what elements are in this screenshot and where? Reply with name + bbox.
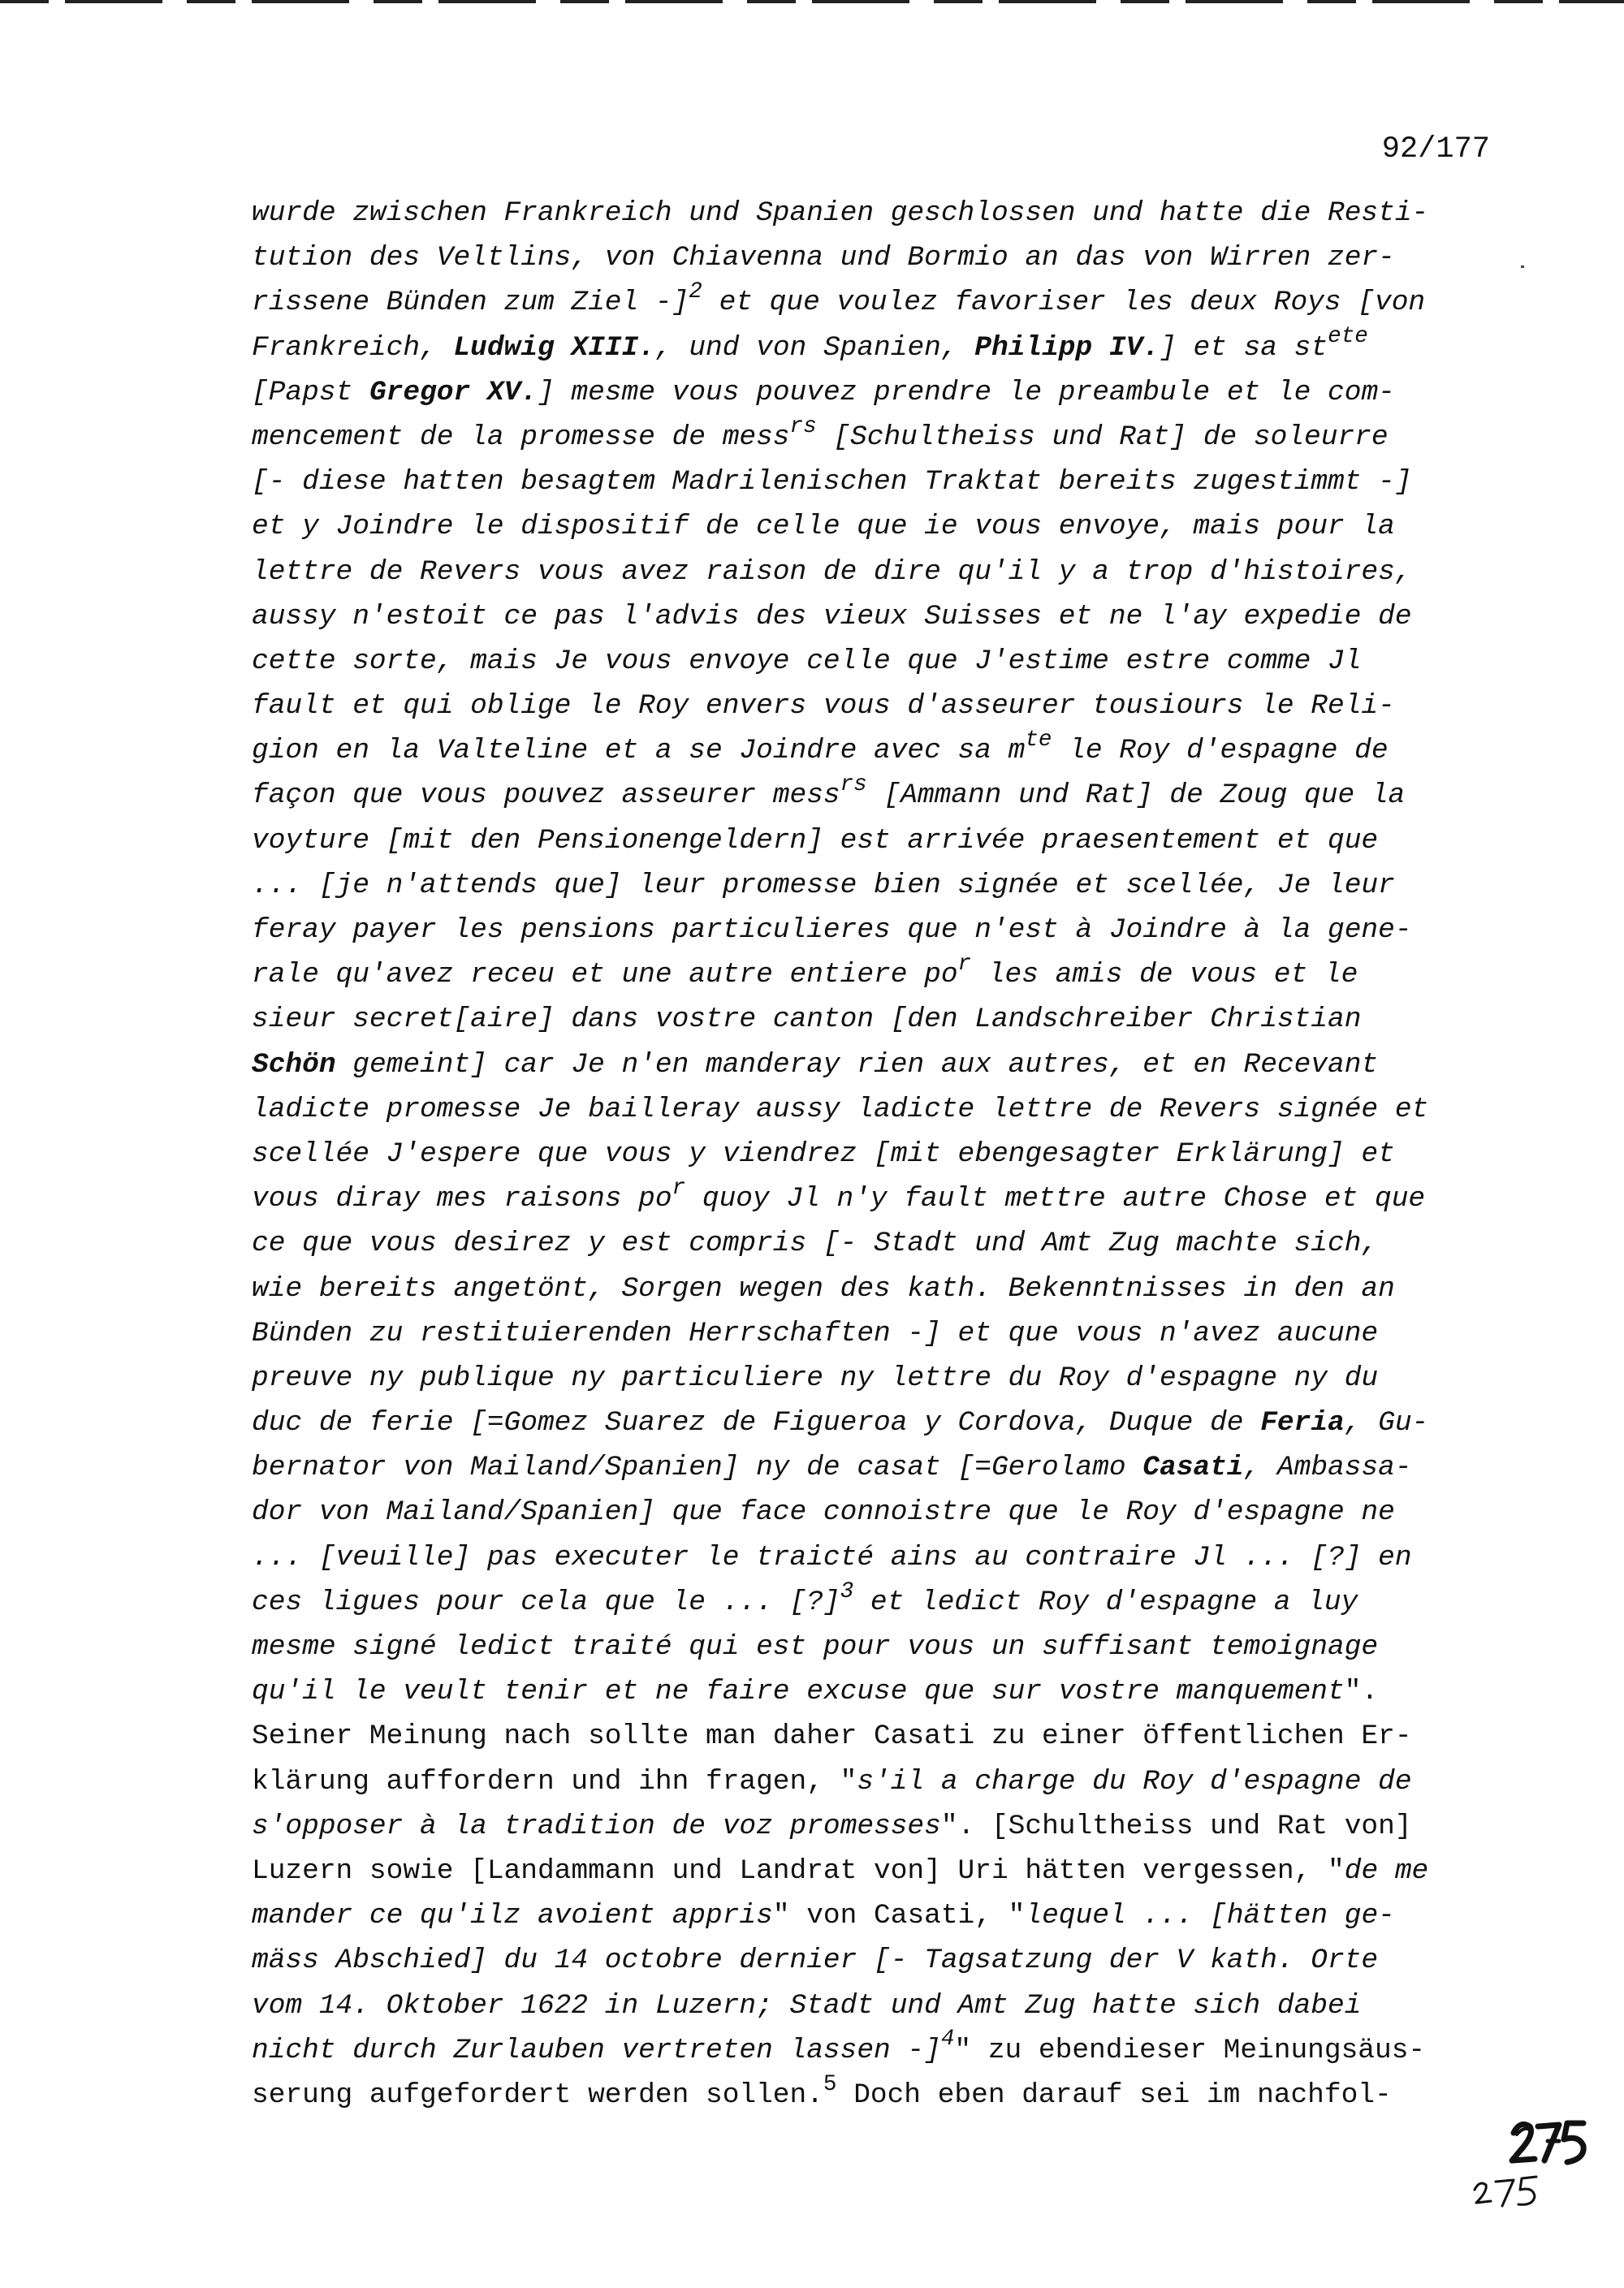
text-line	[252, 773, 1502, 818]
scan-speck	[1521, 265, 1524, 268]
text-segment: cette sorte, mais Je vous envoye celle que J'estime estre comme Jl	[252, 645, 1362, 677]
text-segment: ... [veuille] pas executer le traicté ains au contraire Jl ... [?] en	[252, 1541, 1412, 1574]
text-segment: de me	[1344, 1854, 1429, 1887]
footnote-marker: 3	[840, 1578, 854, 1604]
text-segment: gemeint] car Je n'en manderay rien aux autres, et en Recevant	[335, 1048, 1379, 1081]
text-segment: , Ambassa-	[1243, 1452, 1412, 1484]
text-segment: quoy Jl n'y fault mettre autre Chose et que	[685, 1183, 1426, 1215]
text-line	[252, 235, 1502, 280]
text-segment: et que voulez favoriser les deux Roys [von	[702, 287, 1426, 319]
text-segment: scellée J'espere que vous y viendrez [mit ebengesagter Erklärung] et	[252, 1138, 1395, 1170]
text-segment: qu'il le veult tenir et ne faire excuse que sur vostre manquement	[252, 1676, 1345, 1708]
text-segment: Philipp IV.	[974, 331, 1160, 364]
text-line	[252, 550, 1502, 594]
text-line	[252, 1401, 1502, 1445]
scan-top-edge	[0, 0, 1624, 3]
text-segment: preuve ny publique ny particuliere ny lettre du Roy d'espagne ny du	[252, 1362, 1379, 1394]
text-segment: Bünden zu restituierenden Herrschaften -] et que vous n'avez aucune	[252, 1317, 1379, 1349]
text-segment: et ledict Roy d'espagne a luy	[853, 1586, 1358, 1618]
text-segment: wie bereits angetönt, Sorgen wegen des kath. Bekenntnisses in den an	[252, 1272, 1395, 1305]
text-segment: sieur secret[aire] dans vostre canton [den Landschreiber Christian	[252, 1004, 1362, 1036]
footnote-marker: 2	[689, 279, 702, 305]
text-segment: Luzern sowie [Landammann und Landrat von] Uri hätten vergessen, "	[252, 1854, 1345, 1887]
text-line	[252, 1759, 1502, 1804]
text-segment: , und von Spanien,	[654, 331, 975, 364]
text-line	[252, 415, 1502, 460]
text-line	[252, 908, 1502, 952]
text-segment: [- diese hatten besagtem Madrilenischen Traktat bereits zugestimmt -]	[252, 466, 1412, 499]
footnote-marker: ete	[1328, 324, 1368, 350]
text-segment: [Papst	[252, 376, 369, 408]
text-segment: Casati	[1142, 1452, 1244, 1484]
text-segment: ".	[1344, 1676, 1379, 1708]
text-segment: le Roy d'espagne de	[1052, 735, 1389, 767]
text-line	[252, 1356, 1502, 1401]
text-line	[252, 684, 1502, 728]
text-line	[252, 1490, 1502, 1535]
text-line	[252, 326, 1502, 370]
text-line	[252, 1804, 1502, 1849]
text-segment: dor von Mailand/Spanien] que face connoistre que le Roy d'espagne ne	[252, 1496, 1395, 1529]
page-number: 92/177	[1381, 132, 1490, 166]
text-segment: nicht durch Zurlauben vertreten lassen -]	[252, 2034, 941, 2066]
text-line	[252, 1893, 1502, 1938]
text-segment: " von Casati, "	[772, 1900, 1026, 1932]
text-segment: mencement de la promesse de mess	[252, 421, 790, 453]
text-segment: feray payer les pensions particulieres que n'est à Joindre à la gene-	[252, 914, 1412, 946]
text-segment: lettre de Revers vous avez raison de dire qu'il y a trop d'histoires,	[252, 555, 1412, 588]
footnote-marker: rs	[789, 413, 817, 439]
text-segment: Feria	[1260, 1407, 1345, 1440]
text-line	[252, 1445, 1502, 1490]
text-line	[252, 280, 1502, 325]
text-line	[252, 1984, 1502, 2028]
text-line	[252, 2028, 1502, 2073]
text-line	[252, 1625, 1502, 1669]
text-segment: ce que vous desirez y est compris [- Stadt und Amt Zug machte sich,	[252, 1228, 1379, 1260]
text-segment: ] mesme vous pouvez prendre le preambule et le com-	[537, 376, 1395, 408]
text-segment: s'il a charge du Roy d'espagne de	[857, 1765, 1412, 1798]
text-line	[252, 728, 1502, 773]
text-line	[252, 1267, 1502, 1311]
footnote-marker: 5	[823, 2071, 837, 2097]
text-line	[252, 1938, 1502, 1983]
text-segment: tution des Veltlins, von Chiavenna und Bormio an das von Wirren zer-	[252, 242, 1395, 274]
footnote-marker: r	[672, 1175, 686, 1201]
text-segment: ... [je n'attends que] leur promesse bien signée et scellée, Je leur	[252, 869, 1395, 901]
text-segment: mesme signé ledict traité qui est pour vous un suffisant temoignage	[252, 1631, 1379, 1663]
text-line	[252, 460, 1502, 504]
text-segment: mäss Abschied] du 14 octobre dernier [- Tagsatzung der V kath. Orte	[252, 1945, 1379, 1977]
text-line	[252, 2073, 1502, 2117]
body-text	[252, 191, 1502, 2117]
text-segment: Schön	[252, 1048, 336, 1081]
text-line	[252, 1311, 1502, 1356]
text-segment: wurde zwischen Frankreich und Spanien geschlossen und hatte die Resti-	[252, 197, 1429, 229]
text-segment: voyture [mit den Pensionengeldern] est arrivée praesentement et que	[252, 824, 1379, 857]
text-line	[252, 594, 1502, 639]
text-line	[252, 504, 1502, 549]
text-segment: bernator von Mailand/Spanien] ny de casat [=Gerolamo	[252, 1452, 1143, 1484]
text-segment: fault et qui oblige le Roy envers vous d'asseurer tousiours le Reli-	[252, 690, 1395, 723]
text-segment: vom 14. Oktober 1622 in Luzern; Stadt und Amt Zug hatte sich dabei	[252, 1989, 1362, 2022]
text-line	[252, 863, 1502, 908]
text-line	[252, 1535, 1502, 1580]
text-line	[252, 1669, 1502, 1714]
text-line	[252, 1043, 1502, 1087]
footnote-marker: r	[957, 951, 972, 977]
text-segment: gion en la Valteline et a se Joindre avec sa m	[252, 735, 1026, 767]
text-segment: rissene Bünden zum Ziel -]	[252, 287, 689, 319]
footnote-marker: rs	[840, 772, 867, 798]
text-segment: Ludwig XIII.	[453, 331, 655, 364]
text-segment: aussy n'estoit ce pas l'advis des vieux Suisses et ne l'ay expedie de	[252, 600, 1412, 632]
text-segment: duc de ferie [=Gomez Suarez de Figueroa y Cordova, Duque de	[252, 1407, 1261, 1440]
text-line	[252, 818, 1502, 863]
text-segment: façon que vous pouvez asseurer mess	[252, 779, 840, 812]
text-segment: [Schultheiss und Rat] de soleurre	[816, 421, 1389, 453]
text-segment: klärung auffordern und ihn fragen, "	[252, 1765, 857, 1798]
text-line	[252, 952, 1502, 997]
text-segment: les amis de vous et le	[971, 959, 1358, 991]
text-line	[252, 1132, 1502, 1176]
text-segment: rale qu'avez receu et une autre entiere po	[252, 959, 958, 991]
text-segment: Seiner Meinung nach sollte man daher Casati zu einer öffentlichen Er-	[252, 1720, 1412, 1753]
text-segment: Gregor XV.	[369, 376, 538, 408]
text-line	[252, 1849, 1502, 1893]
text-segment: Doch eben darauf sei im nachfol-	[836, 2079, 1392, 2111]
text-segment: ] et sa st	[1160, 331, 1328, 364]
text-segment: , Gu-	[1344, 1407, 1429, 1440]
text-segment: Frankreich,	[252, 331, 454, 364]
text-segment: vous diray mes raisons po	[252, 1183, 672, 1215]
text-line	[252, 1221, 1502, 1266]
text-segment: [Ammann und Rat] de Zoug que la	[866, 779, 1406, 812]
text-segment: ". [Schultheiss und Rat von]	[940, 1810, 1412, 1842]
text-line	[252, 1087, 1502, 1132]
text-line	[252, 997, 1502, 1042]
handwritten-folio-number	[1463, 2115, 1593, 2237]
text-segment: serung aufgefordert werden sollen.	[252, 2079, 823, 2111]
footnote-marker: te	[1025, 727, 1052, 753]
text-segment: mander ce qu'ilz avoient appris	[252, 1900, 773, 1932]
text-segment: " zu ebendieser Meinungsäus-	[954, 2034, 1426, 2066]
text-segment: s'opposer à la tradition de voz promesses	[252, 1810, 941, 1842]
text-line	[252, 191, 1502, 235]
footnote-marker: 4	[940, 2027, 955, 2053]
text-line	[252, 370, 1502, 415]
text-segment: ladicte promesse Je bailleray aussy ladicte lettre de Revers signée et	[252, 1093, 1429, 1125]
text-line	[252, 1714, 1502, 1759]
text-line	[252, 1580, 1502, 1625]
text-segment: et y Joindre le dispositif de celle que ie vous envoye, mais pour la	[252, 511, 1395, 543]
text-line	[252, 639, 1502, 684]
text-segment: ces ligues pour cela que le ... [?]	[252, 1586, 840, 1618]
text-segment: lequel ... [hätten ge-	[1025, 1900, 1395, 1932]
text-line	[252, 1176, 1502, 1221]
